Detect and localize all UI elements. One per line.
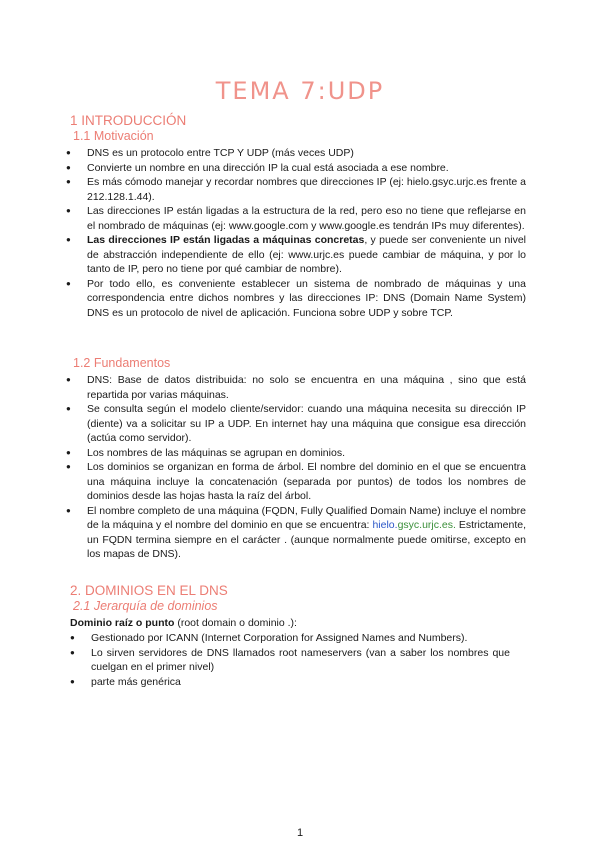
list-item: ● Lo sirven servidores de DNS llamados root nameservers (van a saber los nombres que cuelgan en el primer nivel) [70, 646, 510, 675]
lead-text: (root domain o dominio .): [174, 617, 297, 629]
list-item: ● Los dominios se organizan en forma de árbol. El nombre del dominio en el que se encuentra una máquina incluye la concatenación (separada por puntos) de todos los nombres de dominios desde las hojas hasta la raíz del árbol. [66, 460, 526, 504]
subsection-heading-fundamentos: 1.2 Fundamentos [73, 356, 171, 370]
subsection-heading-jerarquia: 2.1 Jerarquía de dominios [73, 599, 218, 613]
bold-phrase: Las direcciones IP están ligadas a máquinas concretas [87, 234, 365, 246]
fundamentos-list [66, 373, 526, 562]
domain-link[interactable]: gsyc.urjc.es. [397, 519, 456, 531]
section-heading-introduccion: 1 INTRODUCCIÓN [70, 113, 187, 128]
list-item-text: Estrictamente, un FQDN termina siempre en el carácter . (aunque normalmente puede omitirse, excepto en los mapas de DNS). [87, 519, 526, 560]
list-item: ● Los nombres de las máquinas se agrupan en dominios. [66, 446, 526, 461]
list-item: ● Las direcciones IP están ligadas a la estructura de la red, pero eso no tiene que reflejarse en el nombrado de máquinas (ej: www.google.com y www.google.es tendrán IPs muy diferentes). [66, 204, 526, 233]
list-item: ● DNS: Base de datos distribuida: no solo se encuentra en una máquina , sino que está repartida por varias máquinas. [66, 373, 526, 402]
list-item: ● Por todo ello, es conveniente establecer un sistema de nombrado de máquinas y una correspondencia entre dichos nombres y las direcciones IP: DNS (Domain Name System) DNS es un protocolo de nivel de aplicación. Funciona sobre UDP y sobre TCP. [66, 277, 526, 321]
jerarquia-list [70, 631, 510, 689]
root-domain-lead [70, 617, 297, 629]
list-item: ● Se consulta según el modelo cliente/servidor: cuando una máquina necesita su dirección IP (diente) va a solicitar su IP a UDP. En internet hay una máquina que consigue esa dirección (actúa como servidor). [66, 402, 526, 446]
document-title: TEMA 7:UDP [215, 77, 385, 105]
section-heading-dominios: 2. DOMINIOS EN EL DNS [70, 583, 228, 598]
list-item [66, 504, 526, 562]
list-item-text: , y puede ser conveniente un nivel de abstracción independiente de ello (ej: www.urjc.es puede cambiar de máquina, y por lo tanto de IP, pero no tiene por qué cambiar de nombre). [87, 234, 526, 275]
list-item: ● Es más cómodo manejar y recordar nombres que direcciones IP (ej: hielo.gsyc.urjc.es frente a 212.128.1.44). [66, 175, 526, 204]
list-item: ● DNS es un protocolo entre TCP Y UDP (más veces UDP) [66, 146, 526, 161]
page-number: 1 [296, 827, 304, 839]
list-item: ● parte más genérica [70, 675, 510, 690]
list-item [66, 233, 526, 277]
motivacion-list [66, 146, 526, 320]
subsection-heading-motivacion: 1.1 Motivación [73, 129, 154, 143]
list-item-text: El nombre completo de una máquina (FQDN, Fully Qualified Domain Name) incluye el nombre de la máquina y el nombre del dominio en que se encuentra: [87, 504, 526, 531]
hostname-link[interactable]: hielo. [372, 519, 398, 531]
bold-phrase: Dominio raíz o punto [70, 617, 175, 629]
list-item: ● Gestionado por ICANN (Internet Corporation for Assigned Names and Numbers). [70, 631, 510, 646]
list-item: ● Convierte un nombre en una dirección IP la cual está asociada a ese nombre. [66, 161, 526, 176]
